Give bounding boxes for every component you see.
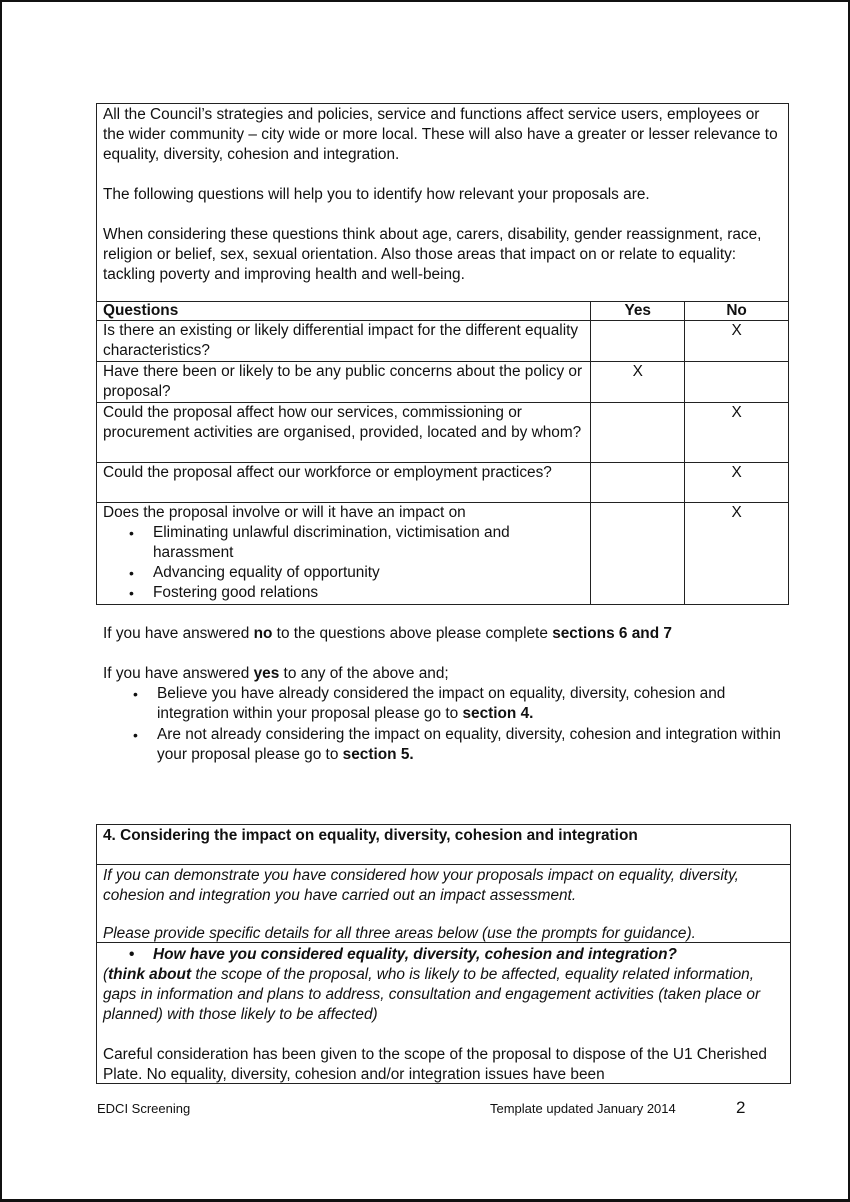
intro-box [96, 103, 789, 302]
section-4-response[interactable] [97, 943, 790, 1086]
table-row [97, 403, 789, 463]
section-4-answer[interactable]: Careful consideration has been given to the scope of the proposal to dispose of the U1 Cherished Plate. No equality, diversity, cohesion and/or integration issues have been [103, 1046, 767, 1083]
question-cell: Have there been or likely to be any public concerns about the policy or proposal? [97, 362, 591, 403]
header-yes: Yes [591, 302, 685, 321]
yes-guidance: If you have answered yes to any of the above and; [103, 665, 449, 682]
section-4-box [96, 824, 791, 1084]
yes-cell[interactable] [591, 403, 685, 463]
table-row [97, 362, 789, 403]
table-row [97, 463, 789, 503]
intro-paragraph: All the Council’s strategies and policies, service and functions affect service users, employees or the wider community – city wide or more local. These will also have a greater or lesser relevance to equality, diversity, cohesion and integration. [103, 106, 778, 163]
guidance-options [133, 684, 793, 765]
no-guidance: If you have answered no to the questions above please complete sections 6 and 7 [103, 625, 672, 642]
intro-paragraph: The following questions will help you to identify how relevant your proposals are. [103, 186, 650, 203]
question-text: Does the proposal involve or will it have an impact on [103, 504, 466, 521]
header-questions: Questions [97, 302, 591, 321]
impact-bullet-list [129, 523, 584, 603]
table-header-row [97, 302, 789, 321]
intro-paragraph: When considering these questions think about age, carers, disability, gender reassignment, race, religion or belief, sex, sexual orientation. Also those areas that impact on or relate to equality: tackling poverty and improving health and well-being. [103, 226, 762, 283]
page-number: 2 [736, 1098, 746, 1117]
no-cell[interactable]: X [685, 503, 789, 605]
table-row [97, 503, 789, 605]
questions-table [96, 301, 789, 605]
guidance-option: • Are not already considering the impact on equality, diversity, cohesion and integration within your proposal please go to section 5. [133, 725, 793, 765]
no-cell[interactable]: X [685, 463, 789, 503]
yes-cell[interactable] [591, 321, 685, 362]
yes-cell[interactable] [591, 503, 685, 605]
no-cell[interactable]: X [685, 403, 789, 463]
bullet-item: • Fostering good relations [129, 583, 584, 603]
question-cell [97, 503, 591, 605]
no-cell[interactable] [685, 362, 789, 403]
yes-cell[interactable] [591, 463, 685, 503]
bullet-item: • Advancing equality of opportunity [129, 563, 584, 583]
yes-cell[interactable]: X [591, 362, 685, 403]
footer-template-date: Template updated January 2014 [490, 1101, 676, 1116]
header-no: No [685, 302, 789, 321]
bullet-item: • Eliminating unlawful discrimination, victimisation and harassment [129, 523, 584, 563]
section-4-question: • How have you considered equality, diversity, cohesion and integration? [129, 946, 677, 963]
question-cell: Could the proposal affect our workforce or employment practices? [97, 463, 591, 503]
question-cell: Could the proposal affect how our services, commissioning or procurement activities are organised, provided, located and by whom? [97, 403, 591, 463]
section-4-title: 4. Considering the impact on equality, diversity, cohesion and integration [97, 825, 790, 865]
question-cell: Is there an existing or likely differential impact for the different equality characteristics? [97, 321, 591, 362]
table-row [97, 321, 789, 362]
guidance-block [103, 624, 793, 766]
no-cell[interactable]: X [685, 321, 789, 362]
section-4-intro: If you can demonstrate you have considered how your proposals impact on equality, diversity, cohesion and integration you have carried out an impact assessment. Please provide specific details for all three areas below (use the prompts for guidance). [97, 865, 790, 943]
section-4-hint: (think about the scope of the proposal, who is likely to be affected, equality related information, gaps in information and plans to address, consultation and engagement activities (taken place or planned) with those likely to be affected) [103, 966, 761, 1023]
footer-doc-name: EDCI Screening [97, 1101, 191, 1116]
guidance-option: • Believe you have already considered the impact on equality, diversity, cohesion and integration within your proposal please go to section 4. [133, 684, 793, 724]
